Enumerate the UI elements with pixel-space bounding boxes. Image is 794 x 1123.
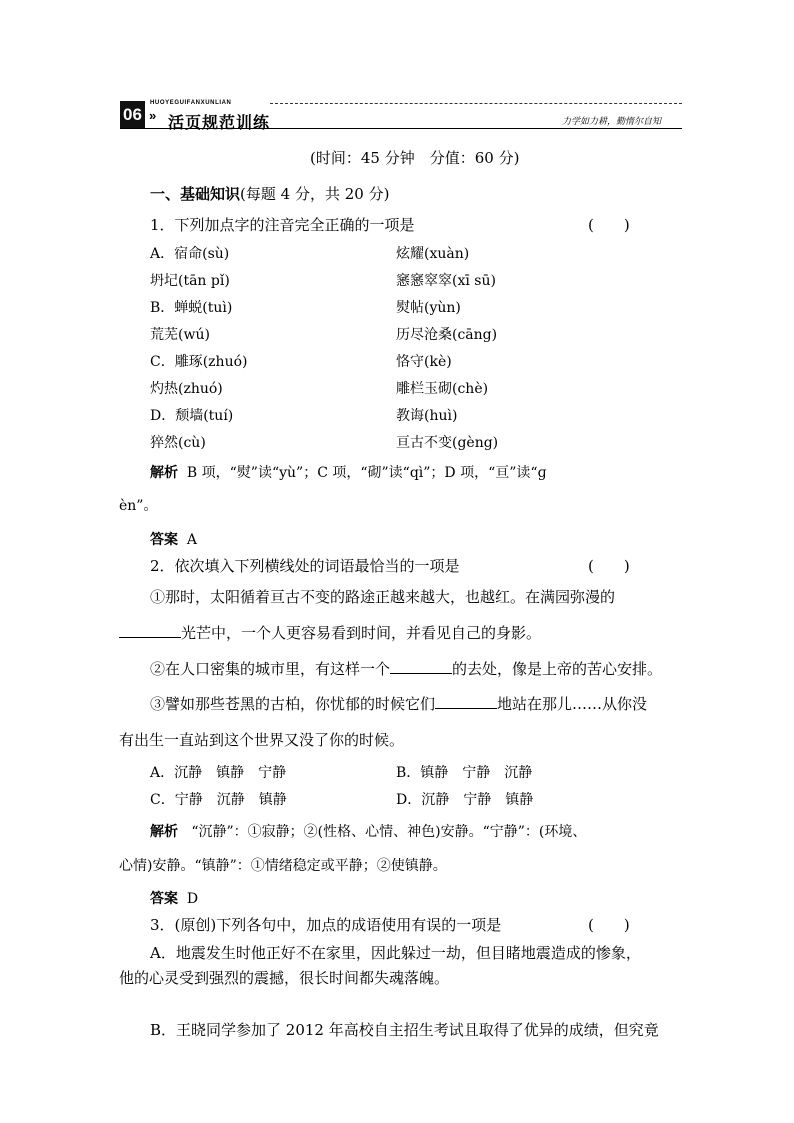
q2-option-c: C．宁静 沉静 镇静 (150, 792, 287, 808)
section-heading (150, 183, 389, 204)
question-1-stem: 1．下列加点字的注音完全正确的一项是 (150, 216, 415, 234)
fill-in-blank (435, 694, 497, 709)
q1-option-right: 教诲(huì) (396, 408, 458, 424)
q2-sentence-3-cont: 有出生一直站到这个世界又没了你的时候。 (119, 731, 405, 749)
q2-option-b: B．镇静 宁静 沉静 (396, 765, 533, 781)
header-motto: 力学如力耕，勤惰尔自知 (562, 117, 662, 127)
section-title: 一、基础知识 (150, 185, 241, 203)
q1-option-left: 猝然(cù) (150, 435, 206, 451)
question-3-answer-parens: ( ) (588, 916, 630, 934)
answer-value: D (186, 891, 199, 907)
q3-option-b: B．王晓同学参加了 2012 年高校自主招生考试且取得了优异的成绩，但究竟 (150, 1021, 659, 1039)
analysis-text: “沉静”：①寂静；②(性格、心情、神色)安静。“宁静”：(环境、 (191, 824, 587, 840)
section-number-badge: 06 (120, 101, 145, 128)
answer-label: 答案 (150, 532, 178, 548)
q3-option-a-cont: 他的心灵受到强烈的震撼，很长时间都失魂落魄。 (119, 969, 450, 987)
question-2-stem: 2．依次填入下列横线处的词语最恰当的一项是 (150, 557, 460, 575)
analysis-label: 解析 (150, 824, 178, 840)
fill-in-blank (119, 623, 181, 638)
q2-analysis-cont: 心情)安静。“镇静”：①情绪稳定或平静；②使镇静。 (119, 858, 447, 874)
q1-option-right: 雕栏玉砌(chè) (396, 381, 489, 397)
header-rule (120, 128, 682, 129)
answer-value: A (186, 532, 198, 548)
q2-sentence-3 (150, 693, 647, 714)
q1-option-left: 坍圮(tān pǐ) (150, 273, 230, 289)
q1-option-right: 窸窸窣窣(xī sū) (396, 273, 496, 289)
question-2-answer-parens: ( ) (588, 557, 630, 575)
answer-label: 答案 (150, 891, 178, 907)
section-note: (每题 4 分，共 20 分) (240, 185, 390, 203)
q2-answer (150, 888, 198, 908)
q1-option-right: 恪守(kè) (396, 354, 452, 370)
analysis-text: B 项，“熨”读“yù”；C 项，“砌”读“qì”；D 项，“亘”读“ɡ (186, 465, 547, 481)
q1-analysis-cont: èn”。 (119, 498, 158, 514)
q1-analysis (150, 462, 547, 482)
q1-option-right: 炫耀(xuàn) (396, 246, 470, 262)
q3-option-a: A．地震发生时他正好不在家里，因此躲过一劫，但目睹地震造成的惨象， (150, 944, 641, 962)
sentence-text: 的去处，像是上帝的苦心安排。 (452, 660, 663, 678)
q1-option-right: 亘古不变(gèng) (396, 435, 499, 451)
q1-option-left: C．雕琢(zhuó) (150, 354, 248, 370)
q1-option-left: A．宿命(sù) (150, 246, 230, 262)
q2-option-d: D．沉静 宁静 镇静 (396, 792, 534, 808)
q1-option-left: 荒芜(wú) (150, 327, 210, 343)
sentence-text: 地站在那儿……从你没 (497, 695, 648, 713)
q2-sentence-1-cont (119, 622, 541, 643)
double-chevron-icon: » (149, 108, 157, 123)
header-title: 活页规范训练 (168, 115, 271, 132)
q2-sentence-1: ①那时，太阳循着亘古不变的路途正越来越大，也越红。在满园弥漫的 (150, 588, 616, 606)
q2-sentence-2 (150, 658, 662, 679)
header-pinyin: HUOYEGUIFANXUNLIAN (150, 100, 232, 106)
question-1-answer-parens: ( ) (588, 216, 630, 234)
sentence-text: ③譬如那些苍黑的古柏，你忧郁的时候它们 (150, 695, 436, 713)
q1-answer (150, 529, 197, 549)
sentence-text: 光芒中，一个人更容易看到时间，并看见自己的身影。 (181, 624, 542, 642)
header-dotted-rule (270, 103, 682, 104)
question-3-stem: 3．(原创)下列各句中，加点的成语使用有误的一项是 (150, 916, 502, 934)
q1-option-right: 熨帖(yùn) (396, 300, 461, 316)
q1-option-left: D．颓墙(tuí) (150, 408, 234, 424)
q2-analysis (150, 821, 586, 841)
time-score-line: (时间：45 分钟 分值：60 分) (310, 149, 520, 167)
q1-option-left: B．蝉蜕(tuì) (150, 300, 233, 316)
sentence-text: ②在人口密集的城市里，有这样一个 (150, 660, 391, 678)
analysis-label: 解析 (150, 465, 178, 481)
q2-option-a: A．沉静 镇静 宁静 (150, 765, 287, 781)
q1-option-left: 灼热(zhuó) (150, 381, 223, 397)
q1-option-right: 历尽沧桑(cāng) (396, 327, 498, 343)
fill-in-blank (390, 659, 452, 674)
